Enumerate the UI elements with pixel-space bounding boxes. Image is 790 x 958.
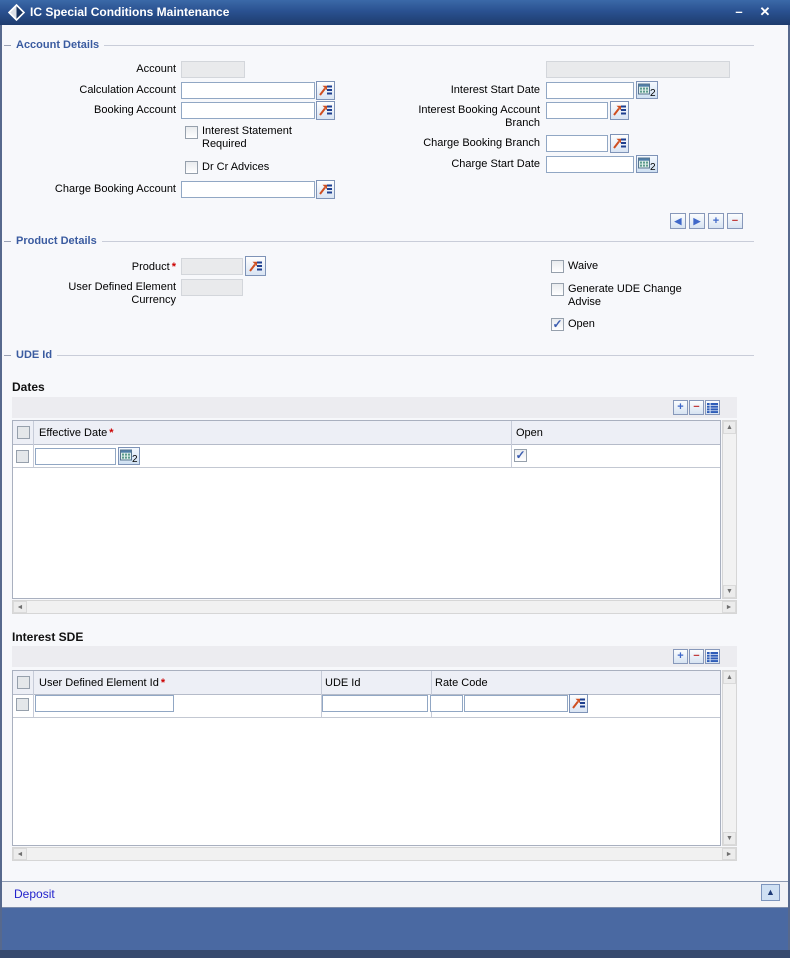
row-divider (13, 467, 720, 468)
calendar-icon (638, 83, 657, 97)
dates-heading: Dates (12, 380, 45, 394)
section-rule (57, 355, 754, 356)
interest-sde-row-select-checkbox[interactable] (16, 698, 29, 711)
effective-date-column-header: Effective Date * (39, 427, 114, 439)
charge-start-date-label: Charge Start Date (451, 158, 540, 170)
product-lov-button[interactable] (245, 256, 266, 276)
scroll-right-button[interactable]: ► (722, 601, 736, 613)
account-description-field (546, 61, 730, 78)
dr-cr-advices-checkbox[interactable] (185, 161, 198, 174)
lov-icon (249, 261, 262, 272)
diamond-icon (8, 4, 25, 21)
calendar-icon (120, 449, 139, 463)
section-dash (4, 241, 11, 242)
deposit-tab-link[interactable]: Deposit (14, 887, 55, 901)
ude-id-section-header (4, 348, 754, 362)
collapse-up-button[interactable]: ▲ (761, 884, 780, 901)
waive-label: Waive (568, 260, 599, 272)
lov-icon (319, 85, 332, 96)
interest-sde-add-row-button[interactable]: + (673, 649, 688, 664)
dates-row-open-checkbox[interactable] (514, 449, 527, 462)
title-bar (0, 0, 790, 25)
window-border-left (0, 25, 2, 958)
required-marker: * (171, 261, 176, 273)
interest-sde-delete-row-button[interactable]: − (689, 649, 704, 664)
window-border-bottom (0, 950, 790, 958)
interest-sde-heading: Interest SDE (12, 630, 84, 644)
scroll-left-button[interactable]: ◄ (13, 601, 27, 613)
scroll-up-button[interactable]: ▲ (723, 421, 736, 434)
section-rule (102, 241, 754, 242)
scroll-right-button[interactable]: ► (722, 848, 736, 860)
waive-checkbox[interactable] (551, 260, 564, 273)
dates-delete-row-button[interactable]: − (689, 400, 704, 415)
charge-booking-branch-label: Charge Booking Branch (423, 137, 540, 149)
calculation-account-input[interactable] (181, 82, 315, 99)
lov-icon (319, 105, 332, 116)
column-divider (33, 671, 34, 717)
section-dash (4, 45, 11, 46)
bottom-tab-strip (0, 881, 790, 908)
delete-record-button[interactable]: − (727, 213, 743, 229)
interest-start-date-input[interactable] (546, 82, 634, 99)
interest-sde-select-all-checkbox[interactable] (17, 676, 30, 689)
close-button[interactable]: ✕ (759, 4, 771, 19)
interest-sde-toolbar (12, 646, 737, 667)
interest-sde-horizontal-scrollbar[interactable] (12, 847, 737, 861)
ude-id-input[interactable] (322, 695, 428, 712)
charge-booking-account-lov-button[interactable] (316, 180, 335, 199)
product-field[interactable] (181, 258, 243, 275)
row-divider (13, 717, 720, 718)
generate-ude-change-advise-label: Generate UDE Change Advise (568, 283, 682, 308)
previous-record-button[interactable]: ◀ (670, 213, 686, 229)
lov-icon (613, 138, 626, 149)
lov-icon (613, 105, 626, 116)
grid-icon (707, 403, 718, 413)
effective-date-input[interactable] (35, 448, 116, 465)
dates-row-select-checkbox[interactable] (16, 450, 29, 463)
rate-code-lov-button[interactable] (569, 694, 588, 713)
scroll-down-button[interactable]: ▼ (723, 832, 736, 845)
interest-booking-account-branch-label: Interest Booking Account Branch (418, 104, 540, 129)
calendar-badge: 2 (132, 454, 138, 463)
product-label: Product * (131, 261, 176, 273)
section-title: UDE Id (16, 349, 53, 361)
charge-start-date-input[interactable] (546, 156, 634, 173)
charge-booking-branch-lov-button[interactable] (610, 134, 629, 153)
scroll-down-button[interactable]: ▼ (723, 585, 736, 598)
generate-ude-change-advise-checkbox[interactable] (551, 283, 564, 296)
account-label: Account (136, 63, 176, 75)
add-record-button[interactable]: + (708, 213, 724, 229)
rate-code-input[interactable] (464, 695, 568, 712)
interest-sde-single-view-button[interactable] (705, 649, 720, 664)
scroll-up-button[interactable]: ▲ (723, 671, 736, 684)
dates-vertical-scrollbar[interactable] (722, 420, 737, 599)
account-details-section-header (4, 38, 754, 52)
minimize-button[interactable]: – (735, 4, 743, 19)
interest-statement-required-label: Interest Statement Required (202, 125, 292, 150)
scroll-left-button[interactable]: ◄ (13, 848, 27, 860)
section-title: Product Details (16, 235, 97, 247)
account-field (181, 61, 245, 78)
product-details-section-header (4, 234, 754, 248)
booking-account-label: Booking Account (94, 104, 176, 116)
next-record-button[interactable]: ▶ (689, 213, 705, 229)
window-title: IC Special Conditions Maintenance (30, 5, 230, 19)
calendar-badge: 2 (650, 162, 656, 171)
interest-start-date-calendar-button[interactable] (636, 81, 658, 99)
section-rule (104, 45, 754, 46)
lov-icon (319, 184, 332, 195)
section-dash (4, 355, 11, 356)
lov-icon (572, 698, 585, 709)
required-marker: * (109, 427, 114, 439)
dates-toolbar (12, 397, 737, 418)
dates-table-header (13, 421, 720, 445)
open-column-header: Open (516, 427, 543, 439)
interest-booking-account-branch-input[interactable] (546, 102, 608, 119)
charge-booking-branch-input[interactable] (546, 135, 608, 152)
rate-code-branch-input[interactable] (430, 695, 463, 712)
charge-booking-account-input[interactable] (181, 181, 315, 198)
dates-horizontal-scrollbar[interactable] (12, 600, 737, 614)
calculation-account-label: Calculation Account (79, 84, 176, 96)
interest-sde-vertical-scrollbar[interactable] (722, 670, 737, 846)
rate-code-column-header: Rate Code (435, 677, 488, 689)
booking-account-lov-button[interactable] (316, 101, 335, 120)
charge-start-date-calendar-button[interactable] (636, 155, 658, 173)
calendar-icon (638, 157, 657, 171)
dr-cr-advices-label: Dr Cr Advices (202, 161, 270, 173)
dates-single-view-button[interactable] (705, 400, 720, 415)
dates-select-all-checkbox[interactable] (17, 426, 30, 439)
ude-currency-field (181, 279, 243, 296)
ude-element-id-input[interactable] (35, 695, 174, 712)
dates-add-row-button[interactable]: + (673, 400, 688, 415)
charge-booking-account-label: Charge Booking Account (54, 183, 176, 195)
effective-date-calendar-button[interactable] (118, 447, 140, 465)
footer-band (0, 908, 790, 950)
calculation-account-lov-button[interactable] (316, 81, 335, 100)
interest-statement-required-checkbox[interactable] (185, 126, 198, 139)
booking-account-input[interactable] (181, 102, 315, 119)
ude-currency-label: User Defined Element Currency (68, 281, 176, 306)
ude-id-column-header: UDE Id (325, 677, 361, 689)
column-divider (511, 421, 512, 467)
open-checkbox[interactable] (551, 318, 564, 331)
calendar-badge: 2 (650, 88, 656, 97)
column-divider (33, 421, 34, 467)
required-marker: * (160, 677, 166, 689)
open-label: Open (568, 318, 595, 330)
grid-icon (707, 652, 718, 662)
interest-start-date-label: Interest Start Date (450, 84, 540, 96)
interest-booking-account-branch-lov-button[interactable] (610, 101, 629, 120)
ude-element-id-column-header: User Defined Element Id * (39, 677, 166, 689)
section-title: Account Details (16, 39, 100, 51)
